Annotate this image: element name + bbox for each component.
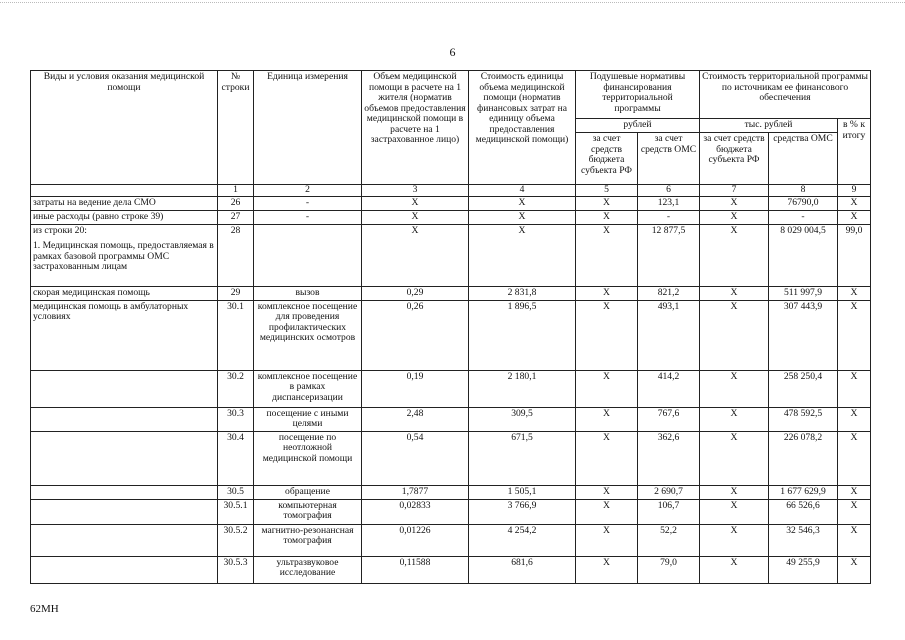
cell-cost: 1 505,1	[469, 485, 576, 499]
table-row	[31, 300, 871, 370]
col-num: 1	[218, 185, 254, 197]
cell-cost: 681,6	[469, 556, 576, 583]
cell-cost: 2 180,1	[469, 370, 576, 407]
cell-cost: 309,5	[469, 407, 576, 431]
cell-unit: ультразвуковое исследование	[254, 556, 362, 583]
cell-pct: X	[838, 196, 871, 210]
row-kind	[31, 407, 218, 431]
col-num: 7	[700, 185, 769, 197]
cell-oms: 493,1	[638, 300, 700, 370]
cell-vol: 1,7877	[362, 485, 469, 499]
cell-oms: 414,2	[638, 370, 700, 407]
cell-b: X	[576, 286, 638, 300]
table-row	[31, 407, 871, 431]
cell-oms2: 76790,0	[769, 196, 838, 210]
cell-unit: посещение с иными целями	[254, 407, 362, 431]
cell-oms2: 8 029 004,5	[769, 224, 838, 286]
cell-vol: 0,19	[362, 370, 469, 407]
cell-oms2: 478 592,5	[769, 407, 838, 431]
table-row	[31, 196, 871, 210]
table-row	[31, 286, 871, 300]
cell-vol: X	[362, 224, 469, 286]
header-unit-cost: Стоимость единицы объема медицинской помощи (норматив финансовых затрат на единицу объема предоставления медицинской помощи)	[469, 71, 576, 185]
col-num: 3	[362, 185, 469, 197]
cell-unit: магнитно-резонансная томография	[254, 524, 362, 556]
cell-num: 27	[218, 210, 254, 224]
cell-oms: 2 690,7	[638, 485, 700, 499]
cell-oms: 52,2	[638, 524, 700, 556]
cell-b2: X	[700, 370, 769, 407]
cell-b2: X	[700, 407, 769, 431]
cell-cost: 671,5	[469, 431, 576, 485]
table-row	[31, 485, 871, 499]
cell-num: 30.3	[218, 407, 254, 431]
row-kind: скорая медицинская помощь	[31, 286, 218, 300]
cell-num: 30.5	[218, 485, 254, 499]
header-unit: Единица измерения	[254, 71, 362, 185]
row-kind-line: из строки 20:	[33, 224, 87, 236]
header-budget: за счет средств бюджета субъекта РФ	[576, 133, 638, 185]
cell-oms2: 49 255,9	[769, 556, 838, 583]
col-num	[31, 185, 218, 197]
table-row	[31, 224, 871, 286]
cell-b2: X	[700, 286, 769, 300]
cell-oms2: -	[769, 210, 838, 224]
table-row	[31, 370, 871, 407]
cell-cost: 1 896,5	[469, 300, 576, 370]
row-kind	[31, 431, 218, 485]
cell-pct: X	[838, 286, 871, 300]
cell-b: X	[576, 370, 638, 407]
cell-oms2: 66 526,6	[769, 499, 838, 524]
cell-b2: X	[700, 210, 769, 224]
row-kind	[31, 370, 218, 407]
cell-num: 30.1	[218, 300, 254, 370]
row-kind	[31, 224, 218, 286]
cell-cost: X	[469, 210, 576, 224]
cell-oms2: 258 250,4	[769, 370, 838, 407]
cell-unit: обращение	[254, 485, 362, 499]
cell-pct: X	[838, 524, 871, 556]
cell-b: X	[576, 524, 638, 556]
header-budget-2: за счет средств бюджета субъекта РФ	[700, 133, 769, 185]
cell-num: 30.2	[218, 370, 254, 407]
cell-b: X	[576, 431, 638, 485]
column-numbers-row	[31, 185, 871, 197]
cell-vol: 0,29	[362, 286, 469, 300]
cell-oms: 362,6	[638, 431, 700, 485]
col-num: 2	[254, 185, 362, 197]
cell-unit: компьютерная томография	[254, 499, 362, 524]
cell-vol: 2,48	[362, 407, 469, 431]
cell-pct: X	[838, 210, 871, 224]
cell-oms: -	[638, 210, 700, 224]
cell-unit	[254, 224, 362, 286]
program-cost-table	[30, 70, 871, 584]
cell-unit: комплексное посещение в рамках диспансеризации	[254, 370, 362, 407]
cell-b2: X	[700, 524, 769, 556]
scan-top-edge	[0, 2, 905, 3]
header-rubles: рублей	[576, 119, 700, 133]
cell-oms2: 32 546,3	[769, 524, 838, 556]
cell-b: X	[576, 485, 638, 499]
table-row	[31, 499, 871, 524]
cell-vol: 0,54	[362, 431, 469, 485]
cell-vol: 0,11588	[362, 556, 469, 583]
cell-b2: X	[700, 224, 769, 286]
row-kind	[31, 556, 218, 583]
footer-code: 62МН	[30, 603, 59, 615]
cell-vol: X	[362, 210, 469, 224]
header-thousand-rubles: тыс. рублей	[700, 119, 838, 133]
cell-b: X	[576, 224, 638, 286]
col-num: 8	[769, 185, 838, 197]
cell-b: X	[576, 210, 638, 224]
table-row	[31, 431, 871, 485]
cell-num: 30.5.2	[218, 524, 254, 556]
header-row-number: № строки	[218, 71, 254, 185]
cell-vol: 0,01226	[362, 524, 469, 556]
cell-pct: X	[838, 499, 871, 524]
cell-num: 30.4	[218, 431, 254, 485]
header-kind: Виды и условия оказания медицинской помощи	[31, 71, 218, 185]
cell-b2: X	[700, 196, 769, 210]
header-oms-2: средства ОМС	[769, 133, 838, 185]
cell-vol: 0,26	[362, 300, 469, 370]
header-program-cost: Стоимость территориальной программы по источникам ее финансового обеспечения	[700, 71, 871, 119]
cell-unit: -	[254, 210, 362, 224]
cell-b2: X	[700, 499, 769, 524]
table-row	[31, 210, 871, 224]
cell-b2: X	[700, 300, 769, 370]
row-kind: иные расходы (равно строке 39)	[31, 210, 218, 224]
cell-b2: X	[700, 431, 769, 485]
row-kind	[31, 499, 218, 524]
table-row	[31, 524, 871, 556]
cell-num: 30.5.3	[218, 556, 254, 583]
header-percent: в % к итогу	[838, 119, 871, 185]
cell-oms: 767,6	[638, 407, 700, 431]
row-kind: затраты на ведение дела СМО	[31, 196, 218, 210]
cell-cost: 3 766,9	[469, 499, 576, 524]
cell-pct: X	[838, 485, 871, 499]
cell-oms: 12 877,5	[638, 224, 700, 286]
row-kind	[31, 485, 218, 499]
row-kind: медицинская помощь в амбулаторных условиях	[31, 300, 218, 370]
cell-oms: 106,7	[638, 499, 700, 524]
cell-num: 28	[218, 224, 254, 286]
cell-pct: X	[838, 407, 871, 431]
cell-pct: X	[838, 300, 871, 370]
cell-vol: X	[362, 196, 469, 210]
cell-num: 26	[218, 196, 254, 210]
cell-unit: посещение по неотложной медицинской помощи	[254, 431, 362, 485]
cell-oms2: 226 078,2	[769, 431, 838, 485]
cell-cost: 4 254,2	[469, 524, 576, 556]
col-num: 4	[469, 185, 576, 197]
row-kind	[31, 524, 218, 556]
cell-oms: 821,2	[638, 286, 700, 300]
row-kind-line: 1. Медицинская помощь, предоставляемая в рамках базовой программы ОМС застрахованным лицам	[33, 240, 214, 272]
cell-b2: X	[700, 556, 769, 583]
cell-vol: 0,02833	[362, 499, 469, 524]
cell-oms2: 307 443,9	[769, 300, 838, 370]
cell-pct: X	[838, 556, 871, 583]
cell-oms: 79,0	[638, 556, 700, 583]
cell-b: X	[576, 196, 638, 210]
cell-unit: комплексное посещение для проведения профилактических медицинских осмотров	[254, 300, 362, 370]
cell-b: X	[576, 556, 638, 583]
cell-pct: X	[838, 370, 871, 407]
col-num: 6	[638, 185, 700, 197]
cell-cost: X	[469, 224, 576, 286]
cell-pct: 99,0	[838, 224, 871, 286]
cell-pct: X	[838, 431, 871, 485]
col-num: 9	[838, 185, 871, 197]
cell-cost: X	[469, 196, 576, 210]
cell-oms: 123,1	[638, 196, 700, 210]
cell-num: 29	[218, 286, 254, 300]
cell-num: 30.5.1	[218, 499, 254, 524]
cell-b2: X	[700, 485, 769, 499]
cell-cost: 2 831,8	[469, 286, 576, 300]
cell-oms2: 1 677 629,9	[769, 485, 838, 499]
col-num: 5	[576, 185, 638, 197]
cell-unit: вызов	[254, 286, 362, 300]
page-number: 6	[449, 45, 456, 59]
cell-b: X	[576, 499, 638, 524]
header-volume: Объем медицинской помощи в расчете на 1 жителя (норматив объемов предоставления медицинской помощи в расчете на 1 застрахованное лицо)	[362, 71, 469, 185]
cell-unit: -	[254, 196, 362, 210]
table-row	[31, 556, 871, 583]
header-per-capita: Подушевые нормативы финансирования территориальной программы	[576, 71, 700, 119]
cell-b: X	[576, 300, 638, 370]
cell-oms2: 511 997,9	[769, 286, 838, 300]
cell-b: X	[576, 407, 638, 431]
header-oms: за счет средств ОМС	[638, 133, 700, 185]
